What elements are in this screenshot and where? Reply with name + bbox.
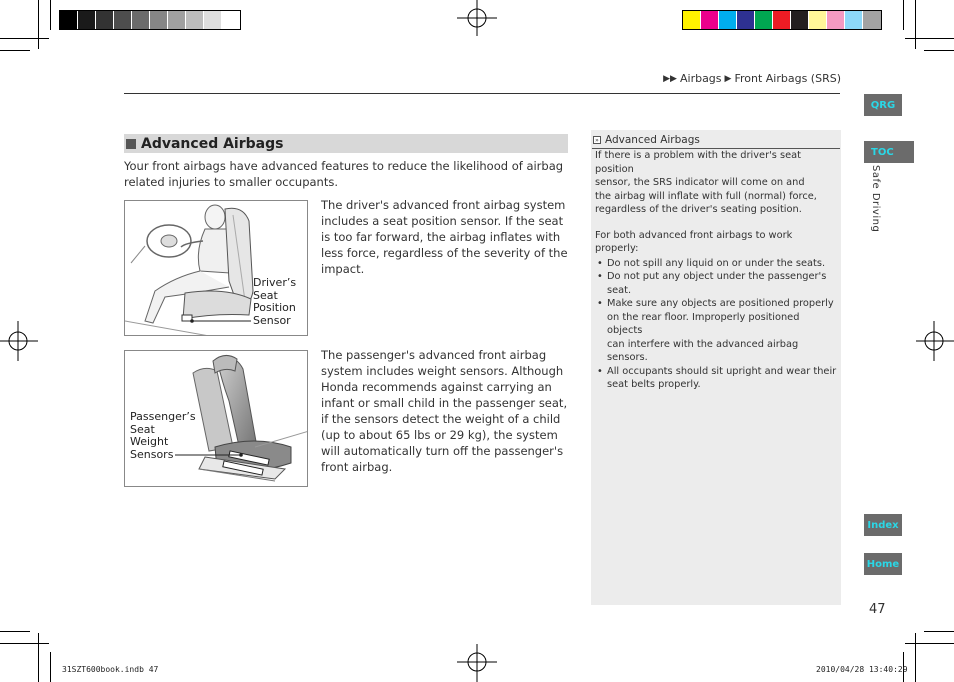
breadcrumb-arrow-icon: ▶ (724, 73, 732, 84)
list-item (595, 270, 837, 297)
footer-file-info: 31SZT600book.indb 47 (62, 665, 159, 674)
color-calibration-bar (682, 10, 882, 30)
bullet-line: Do not spill any liquid on or under the seats. (607, 257, 826, 269)
note-instruction: For both advanced front airbags to work properly: (595, 229, 793, 254)
calibration-swatch (683, 11, 701, 29)
callout-line: Position (253, 301, 296, 314)
note-line: regardless of the driver's seating position. (595, 204, 802, 215)
grayscale-calibration-bar (59, 10, 241, 30)
callout-line: Sensor (253, 313, 291, 327)
calibration-swatch (168, 11, 186, 29)
registration-mark-left (0, 321, 40, 361)
callout-line: Seat (253, 288, 278, 302)
list-item (595, 365, 837, 392)
registration-mark-right (914, 321, 954, 361)
calibration-swatch (755, 11, 773, 29)
calibration-swatch (150, 11, 168, 29)
breadcrumb (663, 72, 841, 85)
driver-seat-illustration (124, 200, 308, 336)
registration-mark-bottom (457, 642, 497, 682)
passenger-airbag-paragraph: The passenger's advanced front airbag system includes weight sensors. Although Honda recommends against carrying an infant or small child in the passenger seat, if the sensors detect the weight of a child (up to about 65 lbs or 29 kg), the system will automatically turn off the passenger's front airbag. (321, 348, 568, 474)
bullet-line: Do not put any object under the passenger's (607, 271, 827, 282)
header-rule (124, 93, 840, 94)
calibration-swatch (845, 11, 863, 29)
page-number: 47 (869, 602, 886, 617)
passenger-sensor-callout (130, 411, 196, 461)
registration-mark-top (457, 0, 497, 40)
note-line: If there is a problem with the driver's seat position (595, 150, 801, 175)
note-line: sensor, the SRS indicator will come on and (595, 177, 805, 188)
callout-line: Sensors (130, 447, 174, 461)
breadcrumb-item-airbags[interactable]: Airbags (679, 72, 722, 85)
callout-line: Passenger’s (130, 410, 196, 423)
section-heading (124, 134, 568, 153)
calibration-swatch (827, 11, 845, 29)
calibration-swatch (863, 11, 881, 29)
calibration-swatch (701, 11, 719, 29)
tab-toc[interactable]: TOC (864, 141, 914, 163)
bullet-line: seat. (607, 284, 632, 296)
calibration-swatch (719, 11, 737, 29)
footer-timestamp: 2010/04/28 13:40:29 (816, 665, 908, 674)
list-item (595, 257, 837, 271)
intro-paragraph: Your front airbags have advanced features to reduce the likelihood of airbag related injuries to smaller occupants. (124, 159, 564, 189)
calibration-swatch (737, 11, 755, 29)
calibration-swatch (809, 11, 827, 29)
note-bullet-list (595, 257, 837, 392)
bullet-line: can interfere with the advanced airbag sensors. (607, 338, 799, 363)
tab-qrg[interactable]: QRG (864, 94, 902, 116)
list-item (595, 297, 837, 365)
note-line: the airbag will inflate with full (normal) force, (595, 190, 817, 202)
calibration-swatch (114, 11, 132, 29)
calibration-swatch (204, 11, 222, 29)
note-reference-icon: » (593, 136, 601, 144)
section-label: Safe Driving (870, 165, 881, 233)
calibration-swatch (96, 11, 114, 29)
note-body (595, 149, 837, 392)
note-paragraph (595, 149, 837, 217)
bullet-line: on the rear floor. Improperly positioned objects (607, 311, 800, 336)
driver-airbag-paragraph: The driver's advanced front airbag system includes a seat position sensor. If the seat is too far forward, the airbag inflates with less force, regardless of the severity of the impact. (321, 198, 568, 276)
heading-square-icon (126, 139, 136, 149)
calibration-swatch (78, 11, 96, 29)
bullet-line: seat belts properly. (607, 379, 701, 390)
calibration-swatch (186, 11, 204, 29)
calibration-swatch (60, 11, 78, 29)
calibration-swatch (132, 11, 150, 29)
callout-line: Weight (130, 435, 169, 448)
note-title (592, 132, 840, 149)
breadcrumb-item-front-airbags[interactable]: Front Airbags (SRS) (734, 72, 841, 85)
note-title-text: Advanced Airbags (605, 134, 700, 146)
bullet-line: All occupants should sit upright and wear their (607, 365, 837, 377)
callout-line: Seat (130, 422, 155, 436)
calibration-swatch (773, 11, 791, 29)
driver-sensor-callout (253, 277, 296, 327)
breadcrumb-arrow-icon: ▶▶ (663, 73, 677, 84)
calibration-swatch (791, 11, 809, 29)
calibration-swatch (222, 11, 240, 29)
passenger-seat-illustration (124, 350, 308, 487)
tab-index[interactable]: Index (864, 514, 902, 536)
tab-home[interactable]: Home (864, 553, 902, 575)
callout-line: Driver’s (253, 276, 297, 289)
bullet-line: Make sure any objects are positioned properly (607, 298, 834, 309)
section-heading-text: Advanced Airbags (141, 135, 284, 152)
